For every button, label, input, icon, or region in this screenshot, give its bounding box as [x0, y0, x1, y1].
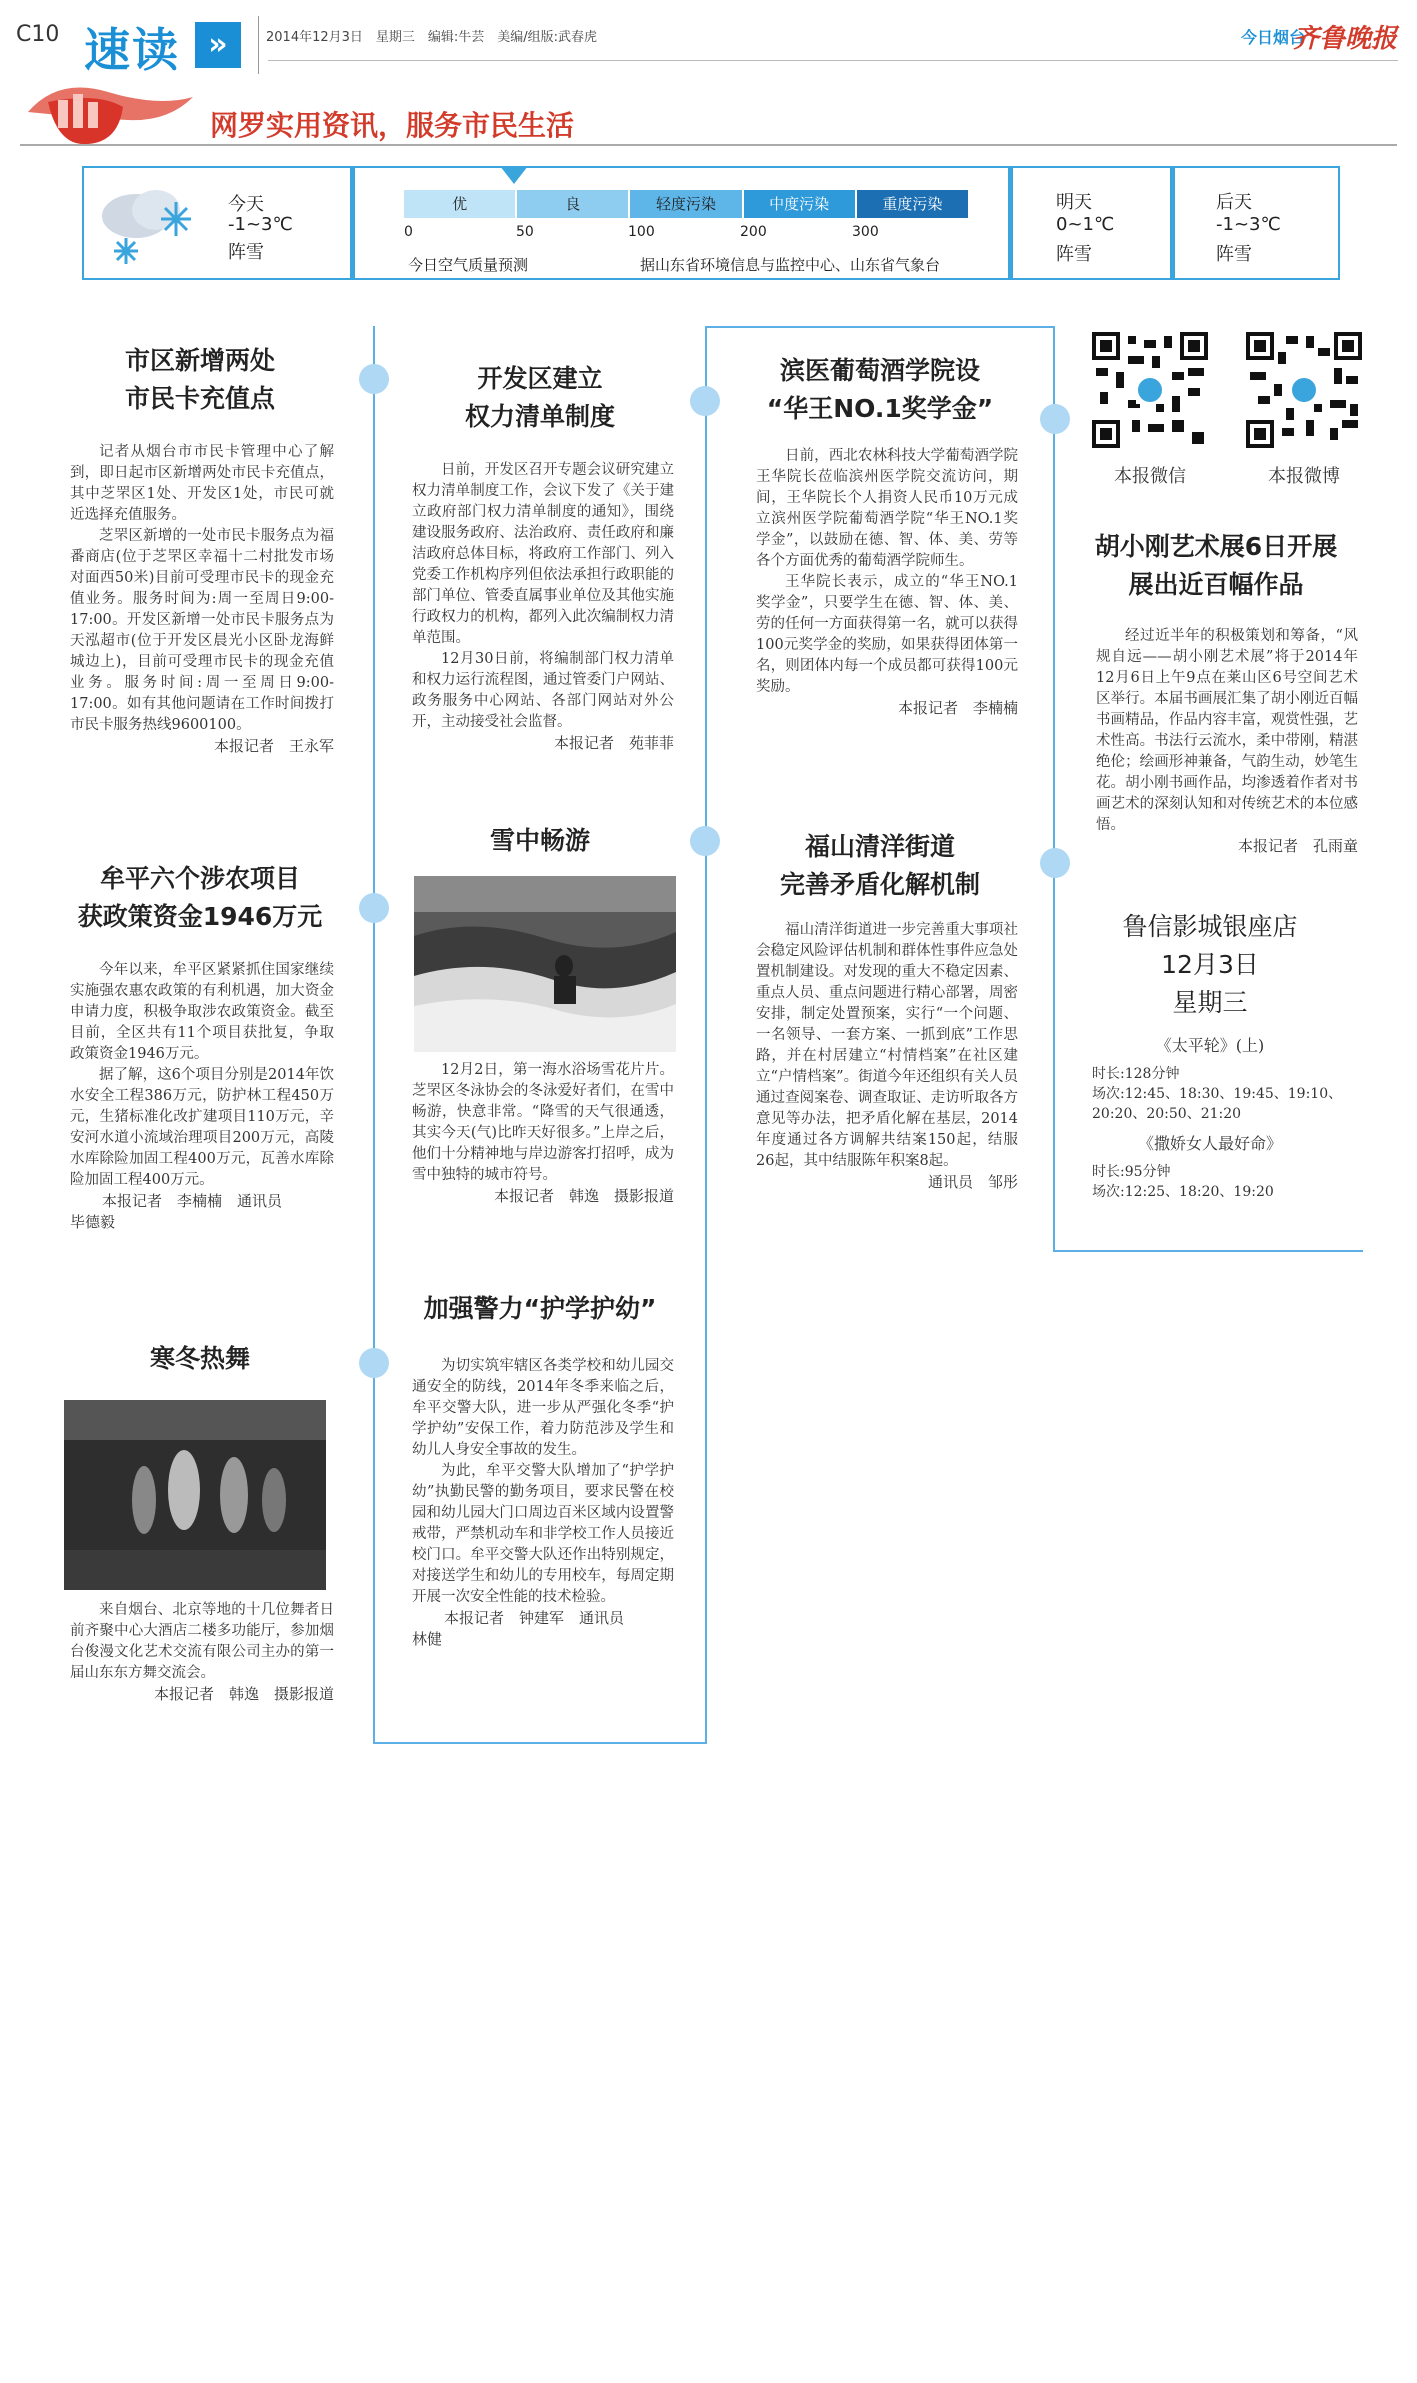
aq-tick: 300 [852, 224, 879, 240]
emblem-icon [18, 72, 198, 150]
section-title: 速读 [84, 23, 180, 77]
tomorrow-label: 明天 [1056, 192, 1092, 213]
column-divider [705, 326, 707, 1743]
issue-meta: 2014年12月3日 星期三 编辑:牛芸 美编/组版:武春虎 [266, 30, 598, 45]
article-title: 福山清洋街道 [804, 832, 955, 861]
article-body [412, 1060, 674, 1207]
article-byline: 本报记者 韩逸 摄影报道 [153, 1685, 334, 1703]
after-temp: -1~3℃ [1216, 214, 1281, 235]
aq-tick: 50 [516, 224, 534, 240]
article-card-fushan [720, 828, 1040, 904]
bullet-dot [690, 826, 720, 856]
article-paragraph: 王华院长表示，成立的“华王NO.1奖学金”，只要学生在德、智、体、美、劳的任何一方面获得第一名，就可以获得100元奖学金的奖励，如果获得团体第一名，则团体内每一个成员都可获得100元奖励。 [756, 574, 1018, 695]
column-divider [373, 1742, 707, 1744]
article-paragraph: 记者从烟台市市民卡管理中心了解到，即日起市区新增两处市民卡充值点，其中芝罘区1处、开发区1处，市民可就近选择充值服务。 [70, 444, 334, 523]
movie-length: 时长:128分钟 [1092, 1066, 1180, 1082]
article-card-power-list [390, 360, 690, 436]
article-card-muping-projects [60, 860, 340, 936]
aq-tick: 100 [628, 224, 655, 240]
article-body [70, 1600, 334, 1705]
weather-divider [1008, 166, 1013, 280]
newspaper-logo: 齐鲁晚报 [1292, 24, 1397, 54]
article-paragraph: 12月30日前，将编制部门权力清单和权力运行流程图，通过管委门户网站、政务服务中心网站、各部门网站对外公开，主动接受社会监督。 [412, 651, 674, 730]
article-byline: 林健 [412, 1630, 443, 1648]
article-paragraph: 今年以来，牟平区紧紧抓住国家继续实施强农惠农政策的有利机遇，加大资金申请力度，积极争取涉农政策资金。截至目前，全区共有11个项目获批复，争取政策资金1946万元。 [70, 962, 334, 1062]
article-byline: 本报记者 韩逸 摄影报道 [493, 1187, 674, 1205]
article-body [756, 920, 1018, 1193]
article-title: 寒冬热舞 [149, 1344, 250, 1373]
article-byline: 本报记者 钟建军 通讯员 [444, 1609, 625, 1627]
bullet-dot [690, 386, 720, 416]
article-byline: 本报记者 孔雨童 [1237, 837, 1358, 855]
aq-tick: 200 [740, 224, 767, 240]
tomorrow-temp: 0~1℃ [1056, 214, 1115, 235]
article-byline: 本报记者 李楠楠 [897, 699, 1018, 717]
article-title: “华王NO.1奖学金” [766, 394, 994, 423]
weibo-qr-icon[interactable] [1246, 332, 1362, 448]
weather-divider [1170, 166, 1175, 280]
article-title: 市民卡充值点 [124, 384, 275, 413]
after-condition: 阵雪 [1216, 244, 1252, 265]
aq-level-segment: 中度污染 [744, 190, 855, 218]
article-paragraph: 12月2日，第一海水浴场雪花片片。芝罘区冬泳协会的冬泳爱好者们，在雪中畅游，快意非常。“降雪的天气很通透，其实今天(气)比昨天好很多。”上岸之后，他们十分精神地与岸边游客打招呼，成为雪中独特的城市符号。 [412, 1062, 674, 1183]
cinema-weekday: 星期三 [1172, 988, 1248, 1017]
bullet-dot [1040, 848, 1070, 878]
article-body [70, 960, 334, 1233]
article-title: 胡小刚艺术展6日开展 [1094, 532, 1338, 561]
bullet-dot [1040, 404, 1070, 434]
cinema-title: 鲁信影城银座店 [1122, 912, 1298, 941]
header-rule [20, 144, 1397, 146]
article-paragraph: 来自烟台、北京等地的十几位舞者日前齐聚中心大酒店二楼多功能厅，参加烟台俊漫文化艺术交流有限公司主办的第一届山东东方舞交流会。 [70, 1602, 334, 1681]
article-byline: 本报记者 苑菲菲 [553, 734, 674, 752]
article-paragraph: 日前，西北农林科技大学葡萄酒学院王华院长莅临滨州医学院交流访问，期间，王华院长个人捐资人民币10万元成立滨州医学院葡萄酒学院“华王NO.1奖学金”，以鼓励在德、智、体、美、劳等各个方面优秀的葡萄酒学院师生。 [756, 448, 1018, 569]
today-condition: 阵雪 [228, 242, 264, 263]
article-body [756, 446, 1018, 719]
movie-title: 《太平轮》(上) [1155, 1036, 1265, 1055]
swim-photo [414, 876, 676, 1052]
aq-source: 据山东省环境信息与监控中心、山东省气象台 [640, 256, 941, 274]
aq-marker-icon [500, 166, 528, 184]
article-paragraph: 芝罘区新增的一处市民卡服务点为福番商店(位于芝罘区幸福十二村批发市场对面西50米)目前可受理市民卡的现金充值业务。服务时间为:周一至周日9:00-17:00。开发区新增一处市民卡服务点为天泓超市(位于开发区晨光小区卧龙海鲜城边上)，目前可受理市民卡的现金充值业务。服务时间:周一至周日9:00-17:00。如有其他问题请在工作时间拨打市民卡服务热线9600100。 [70, 528, 334, 733]
after-label: 后天 [1216, 192, 1252, 213]
article-byline: 本报记者 王永军 [213, 737, 334, 755]
movie-length: 时长:95分钟 [1092, 1164, 1171, 1180]
article-title: 获政策资金1946万元 [77, 902, 323, 931]
aq-level-segment: 良 [517, 190, 628, 218]
movie-showtimes: 场次:12:25、18:20、19:20 [1092, 1184, 1274, 1200]
article-card-card-recharge [60, 342, 340, 418]
aq-level-segment: 重度污染 [857, 190, 968, 218]
article-body [412, 1356, 674, 1650]
weather-divider [350, 166, 355, 280]
article-body [1096, 626, 1358, 857]
article-card-scholarship [720, 352, 1040, 428]
column-divider [705, 326, 1055, 328]
column-divider [373, 326, 375, 1743]
article-card-school-guard [390, 1290, 690, 1328]
bullet-dot [359, 1348, 389, 1378]
bullet-dot [359, 893, 389, 923]
article-title: 加强警力“护学护幼” [423, 1294, 657, 1323]
article-paragraph: 日前，开发区召开专题会议研究建立权力清单制度工作，会议下发了《关于建立政府部门权力清单制度的通知》，围绕建设服务政府、法治政府、责任政府和廉洁政府总体目标，将政府工作部门、列入党委工作机构序列但依法承担行政职能的部门单位、管委直属事业单位及其他实施行政权力的机构，都列入此次编制权力清单范围。 [412, 462, 674, 646]
today-label: 今天 [228, 194, 264, 215]
cinema-listing [1056, 908, 1364, 1254]
article-title: 权力清单制度 [464, 402, 615, 431]
movie-title: 《撒娇女人最好命》 [1137, 1134, 1282, 1153]
article-title: 雪中畅游 [489, 826, 590, 855]
article-paragraph: 为切实筑牢辖区各类学校和幼儿园交通安全的防线，2014年冬季来临之后，牟平交警大队，进一步从严强化冬季“护学护幼”安保工作，着力防范涉及学生和幼儿人身安全事故的发生。 [412, 1358, 674, 1458]
wechat-label: 本报微信 [1114, 466, 1186, 487]
aq-caption: 今日空气质量预测 [408, 256, 529, 274]
air-quality-bar [404, 190, 970, 218]
aq-level-segment: 优 [404, 190, 515, 218]
column-divider [1053, 326, 1055, 1250]
weibo-label: 本报微博 [1268, 466, 1340, 487]
article-body [70, 442, 334, 757]
today-temp: -1~3℃ [228, 214, 293, 235]
snow-cloud-icon [96, 182, 206, 272]
dance-photo [64, 1400, 326, 1590]
article-card-winter-dance [60, 1340, 340, 1378]
cinema-date: 12月3日 [1161, 950, 1259, 979]
slogan: 网罗实用资讯，服务市民生活 [210, 109, 575, 142]
article-byline: 通讯员 邹彤 [927, 1173, 1018, 1191]
article-paragraph: 经过近半年的积极策划和筹备，“风规自远——胡小刚艺术展”将于2014年12月6日上午9点在莱山区6号空间艺术区举行。本届书画展汇集了胡小刚近百幅书画精品，作品内容丰富，观赏性强，艺术性高。书法行云流水，柔中带刚，精湛绝伦；绘画形神兼备，气韵生动，妙笔生花。胡小刚书画作品，均渗透着作者对书画艺术的深刻认知和对传统艺术的本位感悟。 [1096, 628, 1358, 833]
section-arrow-icon: » [195, 22, 241, 68]
article-title: 市区新增两处 [124, 346, 275, 375]
article-title: 完善矛盾化解机制 [779, 870, 980, 899]
article-card-snow-swim [390, 822, 690, 860]
header-underline [268, 60, 1398, 61]
tomorrow-condition: 阵雪 [1056, 244, 1092, 265]
aq-level-segment: 轻度污染 [630, 190, 741, 218]
movie-showtimes: 场次:12:45、18:30、19:45、19:10、20:20、20:50、21:20 [1092, 1086, 1343, 1122]
article-byline: 本报记者 李楠楠 通讯员 [102, 1192, 283, 1210]
article-paragraph: 福山清洋街道进一步完善重大事项社会稳定风险评估机制和群体性事件应急处置机制建设。对发现的重大不稳定因素、重点人员、重点问题进行精心部署，周密安排，制定处置预案，实行“一个问题、一名领导、一套方案、一抓到底”工作思路，并在村居建立“村情档案”在社区建立“户情档案”。街道今年还组织有关人员通过查阅案卷、调查取证、走访听取各方意见等办法，把矛盾化解在基层，2014年度通过各方调解共结案150起，结服26起，其中结服陈年积案8起。 [756, 922, 1018, 1169]
article-paragraph: 据了解，这6个项目分别是2014年饮水安全工程386万元，防护林工程450万元，生猪标准化改扩建项目110万元，辛安河水道小流域治理项目200万元，高陵水库除险加固工程400万元，瓦善水库除险加固工程400万元。 [70, 1067, 334, 1188]
article-byline: 毕德毅 [70, 1213, 116, 1231]
aq-tick: 0 [404, 224, 413, 240]
article-title: 开发区建立 [477, 364, 603, 393]
article-title: 牟平六个涉农项目 [99, 864, 300, 893]
article-body [412, 460, 674, 754]
article-title: 展出近百幅作品 [1128, 570, 1304, 599]
header-divider [258, 16, 259, 74]
article-card-art-exhibit [1066, 528, 1366, 604]
column-name: 今日烟台 [1240, 28, 1305, 47]
article-paragraph: 为此，牟平交警大队增加了“护学护幼”执勤民警的勤务项目，要求民警在校园和幼儿园大门口周边百米区域内设置警戒带，严禁机动车和非学校工作人员接近校门口。牟平交警大队还作出特别规定，对接送学生和幼儿的专用校车，每周定期开展一次安全性能的技术检验。 [412, 1463, 674, 1605]
article-title: 滨医葡萄酒学院设 [779, 356, 980, 385]
bullet-dot [359, 364, 389, 394]
wechat-qr-icon[interactable] [1092, 332, 1208, 448]
page-number: C10 [16, 22, 60, 47]
